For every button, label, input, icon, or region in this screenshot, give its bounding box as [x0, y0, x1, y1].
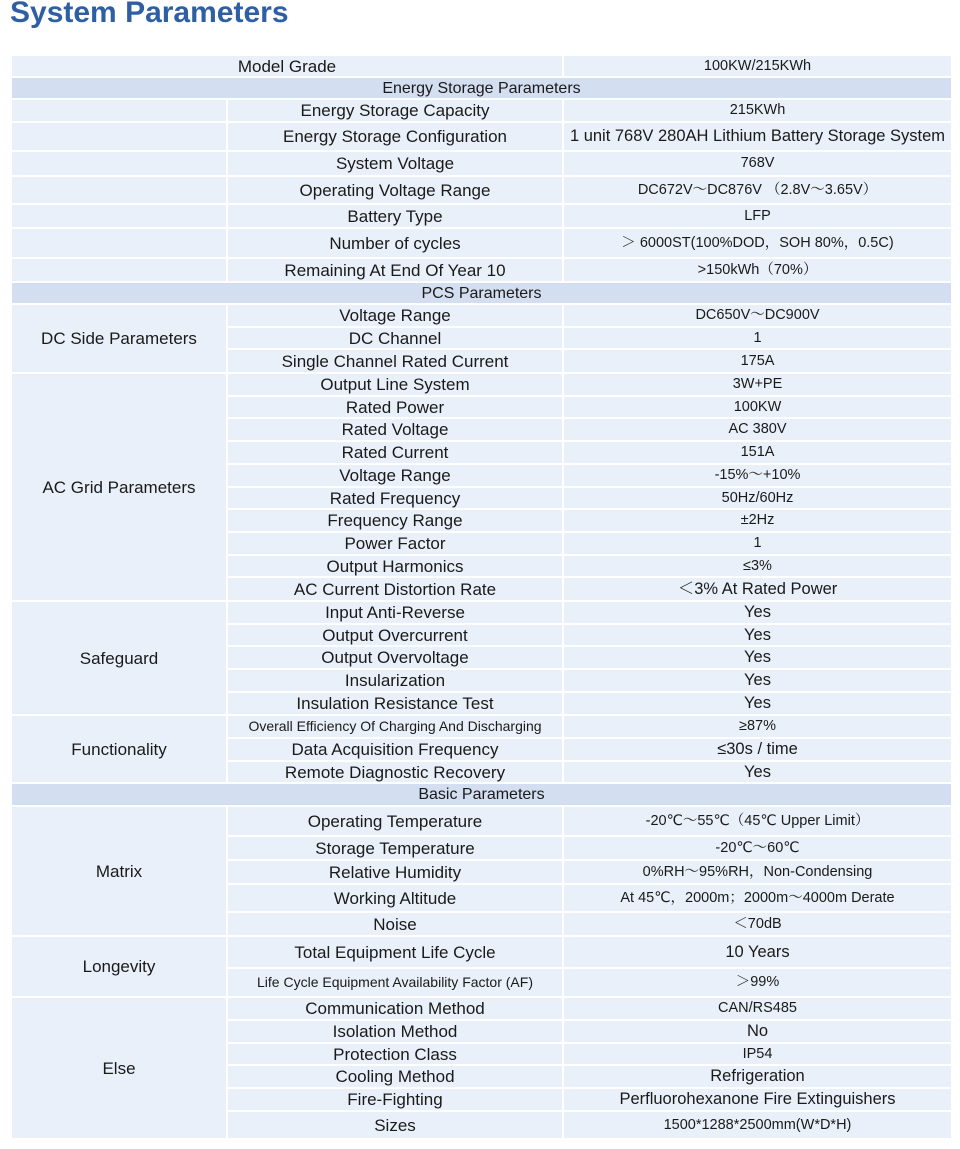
param-label: Battery Type — [227, 204, 563, 228]
param-label: Life Cycle Equipment Availability Factor (AF) — [227, 968, 563, 997]
param-value: DC672V～DC876V （2.8V～3.65V） — [563, 176, 952, 204]
empty-cell — [11, 258, 227, 282]
param-value: -20℃～55℃（45℃ Upper Limit） — [563, 806, 952, 836]
group-ac-grid: AC Grid Parameters — [11, 373, 227, 601]
param-label: Power Factor — [227, 532, 563, 555]
param-label: Remaining At End Of Year 10 — [227, 258, 563, 282]
table-row — [11, 936, 952, 968]
param-value: Refrigeration — [563, 1065, 952, 1088]
param-label: Cooling Method — [227, 1065, 563, 1088]
param-value: 175A — [563, 349, 952, 373]
param-label: Output Overcurrent — [227, 624, 563, 646]
param-label: System Voltage — [227, 151, 563, 176]
table-row — [11, 55, 952, 77]
param-value: >150kWh（70%） — [563, 258, 952, 282]
page-title: System Parameters — [10, 0, 289, 29]
param-value: -15%～+10% — [563, 464, 952, 487]
param-value: ≥87% — [563, 715, 952, 738]
param-label: Data Acquisition Frequency — [227, 738, 563, 761]
section-header — [11, 77, 952, 99]
param-label: Protection Class — [227, 1043, 563, 1065]
param-value: Yes — [563, 669, 952, 692]
empty-cell — [11, 176, 227, 204]
param-value: 100KW — [563, 396, 952, 418]
param-value: Yes — [563, 692, 952, 715]
param-label: Energy Storage Configuration — [227, 122, 563, 151]
param-value: 151A — [563, 441, 952, 464]
param-value: Yes — [563, 624, 952, 646]
param-value: CAN/RS485 — [563, 997, 952, 1020]
table-row — [11, 601, 952, 624]
param-value: Yes — [563, 601, 952, 624]
param-label: Isolation Method — [227, 1020, 563, 1043]
param-value: Yes — [563, 646, 952, 669]
param-value: 1500*1288*2500mm(W*D*H) — [563, 1111, 952, 1139]
param-label: Relative Humidity — [227, 860, 563, 884]
param-value: 0%RH～95%RH，Non-Condensing — [563, 860, 952, 884]
section-pcs: PCS Parameters — [11, 282, 952, 304]
parameters-table — [10, 54, 953, 1140]
param-value: ±2Hz — [563, 509, 952, 532]
param-label: Input Anti-Reverse — [227, 601, 563, 624]
param-label: Rated Frequency — [227, 487, 563, 509]
param-value: 215KWh — [563, 99, 952, 122]
param-label: Storage Temperature — [227, 836, 563, 860]
param-label: Voltage Range — [227, 304, 563, 327]
section-energy-storage: Energy Storage Parameters — [11, 77, 952, 99]
param-value: 3W+PE — [563, 373, 952, 396]
param-value: ＜70dB — [563, 912, 952, 936]
param-value: Perfluorohexanone Fire Extinguishers — [563, 1088, 952, 1111]
param-label: Rated Voltage — [227, 418, 563, 441]
param-label: Rated Current — [227, 441, 563, 464]
param-label: Communication Method — [227, 997, 563, 1020]
param-value: 1 — [563, 327, 952, 349]
table-row — [11, 176, 952, 204]
group-dc-side: DC Side Parameters — [11, 304, 227, 373]
param-label: Output Harmonics — [227, 555, 563, 577]
section-header — [11, 282, 952, 304]
param-value: 1 — [563, 532, 952, 555]
param-label: Insularization — [227, 669, 563, 692]
param-label: Operating Voltage Range — [227, 176, 563, 204]
param-label: Voltage Range — [227, 464, 563, 487]
param-label: AC Current Distortion Rate — [227, 577, 563, 601]
param-value: 10 Years — [563, 936, 952, 968]
table-row — [11, 122, 952, 151]
param-label: Insulation Resistance Test — [227, 692, 563, 715]
empty-cell — [11, 122, 227, 151]
param-value: ＜3% At Rated Power — [563, 577, 952, 601]
table-row — [11, 806, 952, 836]
table-row — [11, 304, 952, 327]
param-label: Operating Temperature — [227, 806, 563, 836]
param-label: Total Equipment Life Cycle — [227, 936, 563, 968]
table-row — [11, 997, 952, 1020]
param-label: Model Grade — [11, 55, 563, 77]
param-label: DC Channel — [227, 327, 563, 349]
param-value: IP54 — [563, 1043, 952, 1065]
table-row — [11, 258, 952, 282]
param-value: -20℃～60℃ — [563, 836, 952, 860]
empty-cell — [11, 99, 227, 122]
param-label: Working Altitude — [227, 884, 563, 912]
section-header — [11, 783, 952, 806]
table-row — [11, 228, 952, 258]
param-label: Energy Storage Capacity — [227, 99, 563, 122]
group-longevity: Longevity — [11, 936, 227, 997]
table-row — [11, 204, 952, 228]
param-label: Overall Efficiency Of Charging And Discharging — [227, 715, 563, 738]
param-label: Frequency Range — [227, 509, 563, 532]
param-label: Output Line System — [227, 373, 563, 396]
table-row — [11, 151, 952, 176]
param-value: 1 unit 768V 280AH Lithium Battery Storage System — [563, 122, 952, 151]
param-value: ≤30s / time — [563, 738, 952, 761]
param-value: Yes — [563, 761, 952, 783]
param-label: Remote Diagnostic Recovery — [227, 761, 563, 783]
param-label: Noise — [227, 912, 563, 936]
group-else: Else — [11, 997, 227, 1139]
param-value: ≤3% — [563, 555, 952, 577]
param-label: Single Channel Rated Current — [227, 349, 563, 373]
param-value: 100KW/215KWh — [563, 55, 952, 77]
param-value: DC650V～DC900V — [563, 304, 952, 327]
param-value: AC 380V — [563, 418, 952, 441]
empty-cell — [11, 151, 227, 176]
group-safeguard: Safeguard — [11, 601, 227, 715]
group-functionality: Functionality — [11, 715, 227, 783]
param-label: Number of cycles — [227, 228, 563, 258]
table-row — [11, 99, 952, 122]
empty-cell — [11, 204, 227, 228]
param-value: ＞99% — [563, 968, 952, 997]
empty-cell — [11, 228, 227, 258]
param-label: Output Overvoltage — [227, 646, 563, 669]
param-value: 768V — [563, 151, 952, 176]
param-value: 50Hz/60Hz — [563, 487, 952, 509]
param-label: Fire-Fighting — [227, 1088, 563, 1111]
section-basic: Basic Parameters — [11, 783, 952, 806]
param-value: No — [563, 1020, 952, 1043]
group-matrix: Matrix — [11, 806, 227, 936]
param-label: Sizes — [227, 1111, 563, 1139]
table-row — [11, 715, 952, 738]
param-value: LFP — [563, 204, 952, 228]
table-row — [11, 373, 952, 396]
param-value: ＞ 6000ST(100%DOD，SOH 80%，0.5C) — [563, 228, 952, 258]
param-label: Rated Power — [227, 396, 563, 418]
param-value: At 45℃，2000m；2000m～4000m Derate — [563, 884, 952, 912]
